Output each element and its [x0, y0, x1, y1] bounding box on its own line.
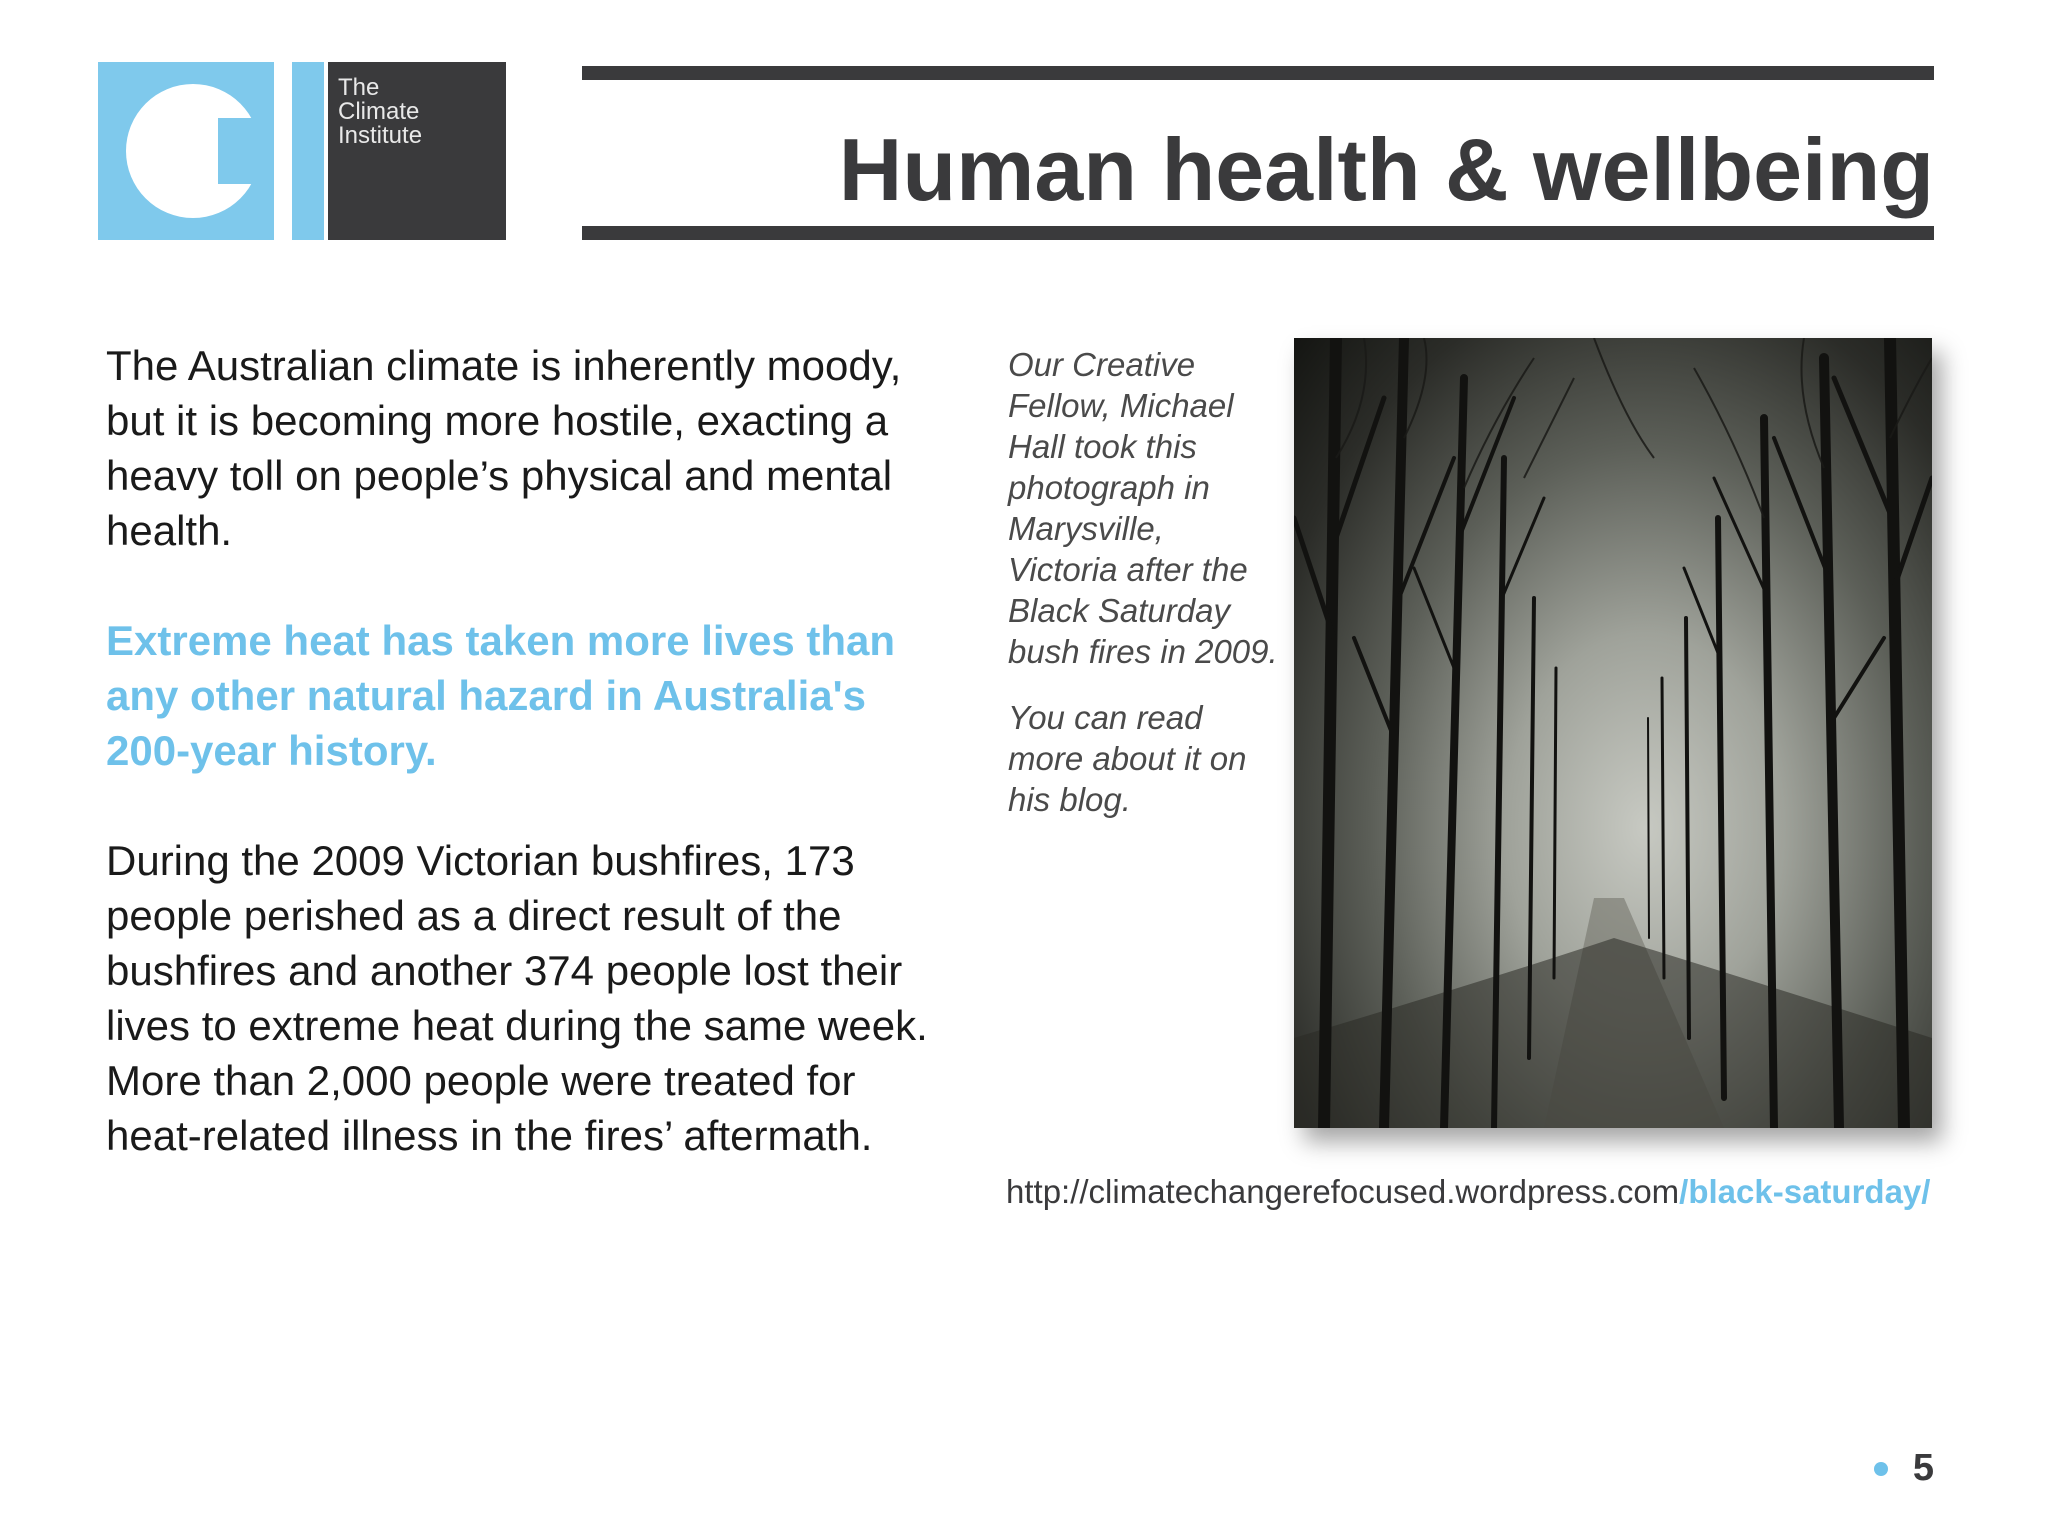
page-title: Human health & wellbeing — [838, 120, 1934, 219]
logo-i-shape — [274, 62, 292, 240]
intro-paragraph: The Australian climate is inherently moody, but it is becoming more hostile, exacting a heavy toll on people’s physical and mental health. — [106, 342, 902, 554]
page-number-bullet — [1874, 1462, 1888, 1476]
climate-institute-logo — [98, 62, 506, 240]
logo-wordmark — [338, 76, 498, 148]
logo-wordmark-box — [328, 62, 506, 240]
blog-url[interactable] — [1006, 1172, 1930, 1212]
logo-line-1: The — [338, 74, 380, 101]
title-rule-bottom — [582, 226, 1934, 240]
url-highlight[interactable]: /black-saturday/ — [1679, 1173, 1931, 1210]
photo-caption — [1008, 344, 1280, 845]
burnt-forest-photo — [1294, 338, 1932, 1128]
caption-blog-note: You can read more about it on his blog. — [1008, 699, 1247, 818]
page-number: 5 — [1912, 1447, 1934, 1489]
logo-ci-mark — [98, 62, 324, 240]
body-text-column — [106, 338, 946, 1218]
caption-text: Our Creative Fellow, Michael Hall took this photograph in Marysville, Victoria after the Black Saturday bush fires in 2009. — [1008, 346, 1278, 670]
logo-line-2: Climate — [338, 98, 420, 125]
title-rule-top — [582, 66, 1934, 80]
bushfire-paragraph: During the 2009 Victorian bushfires, 173 people perished as a direct result of the bushfires and another 374 people lost their lives to extreme heat during the same week. More than 2,000 people were treated for heat-related illness in the fires’ aftermath. — [106, 837, 928, 1159]
url-base[interactable]: http://climatechangerefocused.wordpress.com — [1006, 1173, 1680, 1210]
forest-illustration — [1294, 338, 1932, 1128]
logo-line-3: Institute — [338, 122, 423, 149]
highlight-paragraph: Extreme heat has taken more lives than any other natural hazard in Australia's 200-year history. — [106, 617, 895, 774]
